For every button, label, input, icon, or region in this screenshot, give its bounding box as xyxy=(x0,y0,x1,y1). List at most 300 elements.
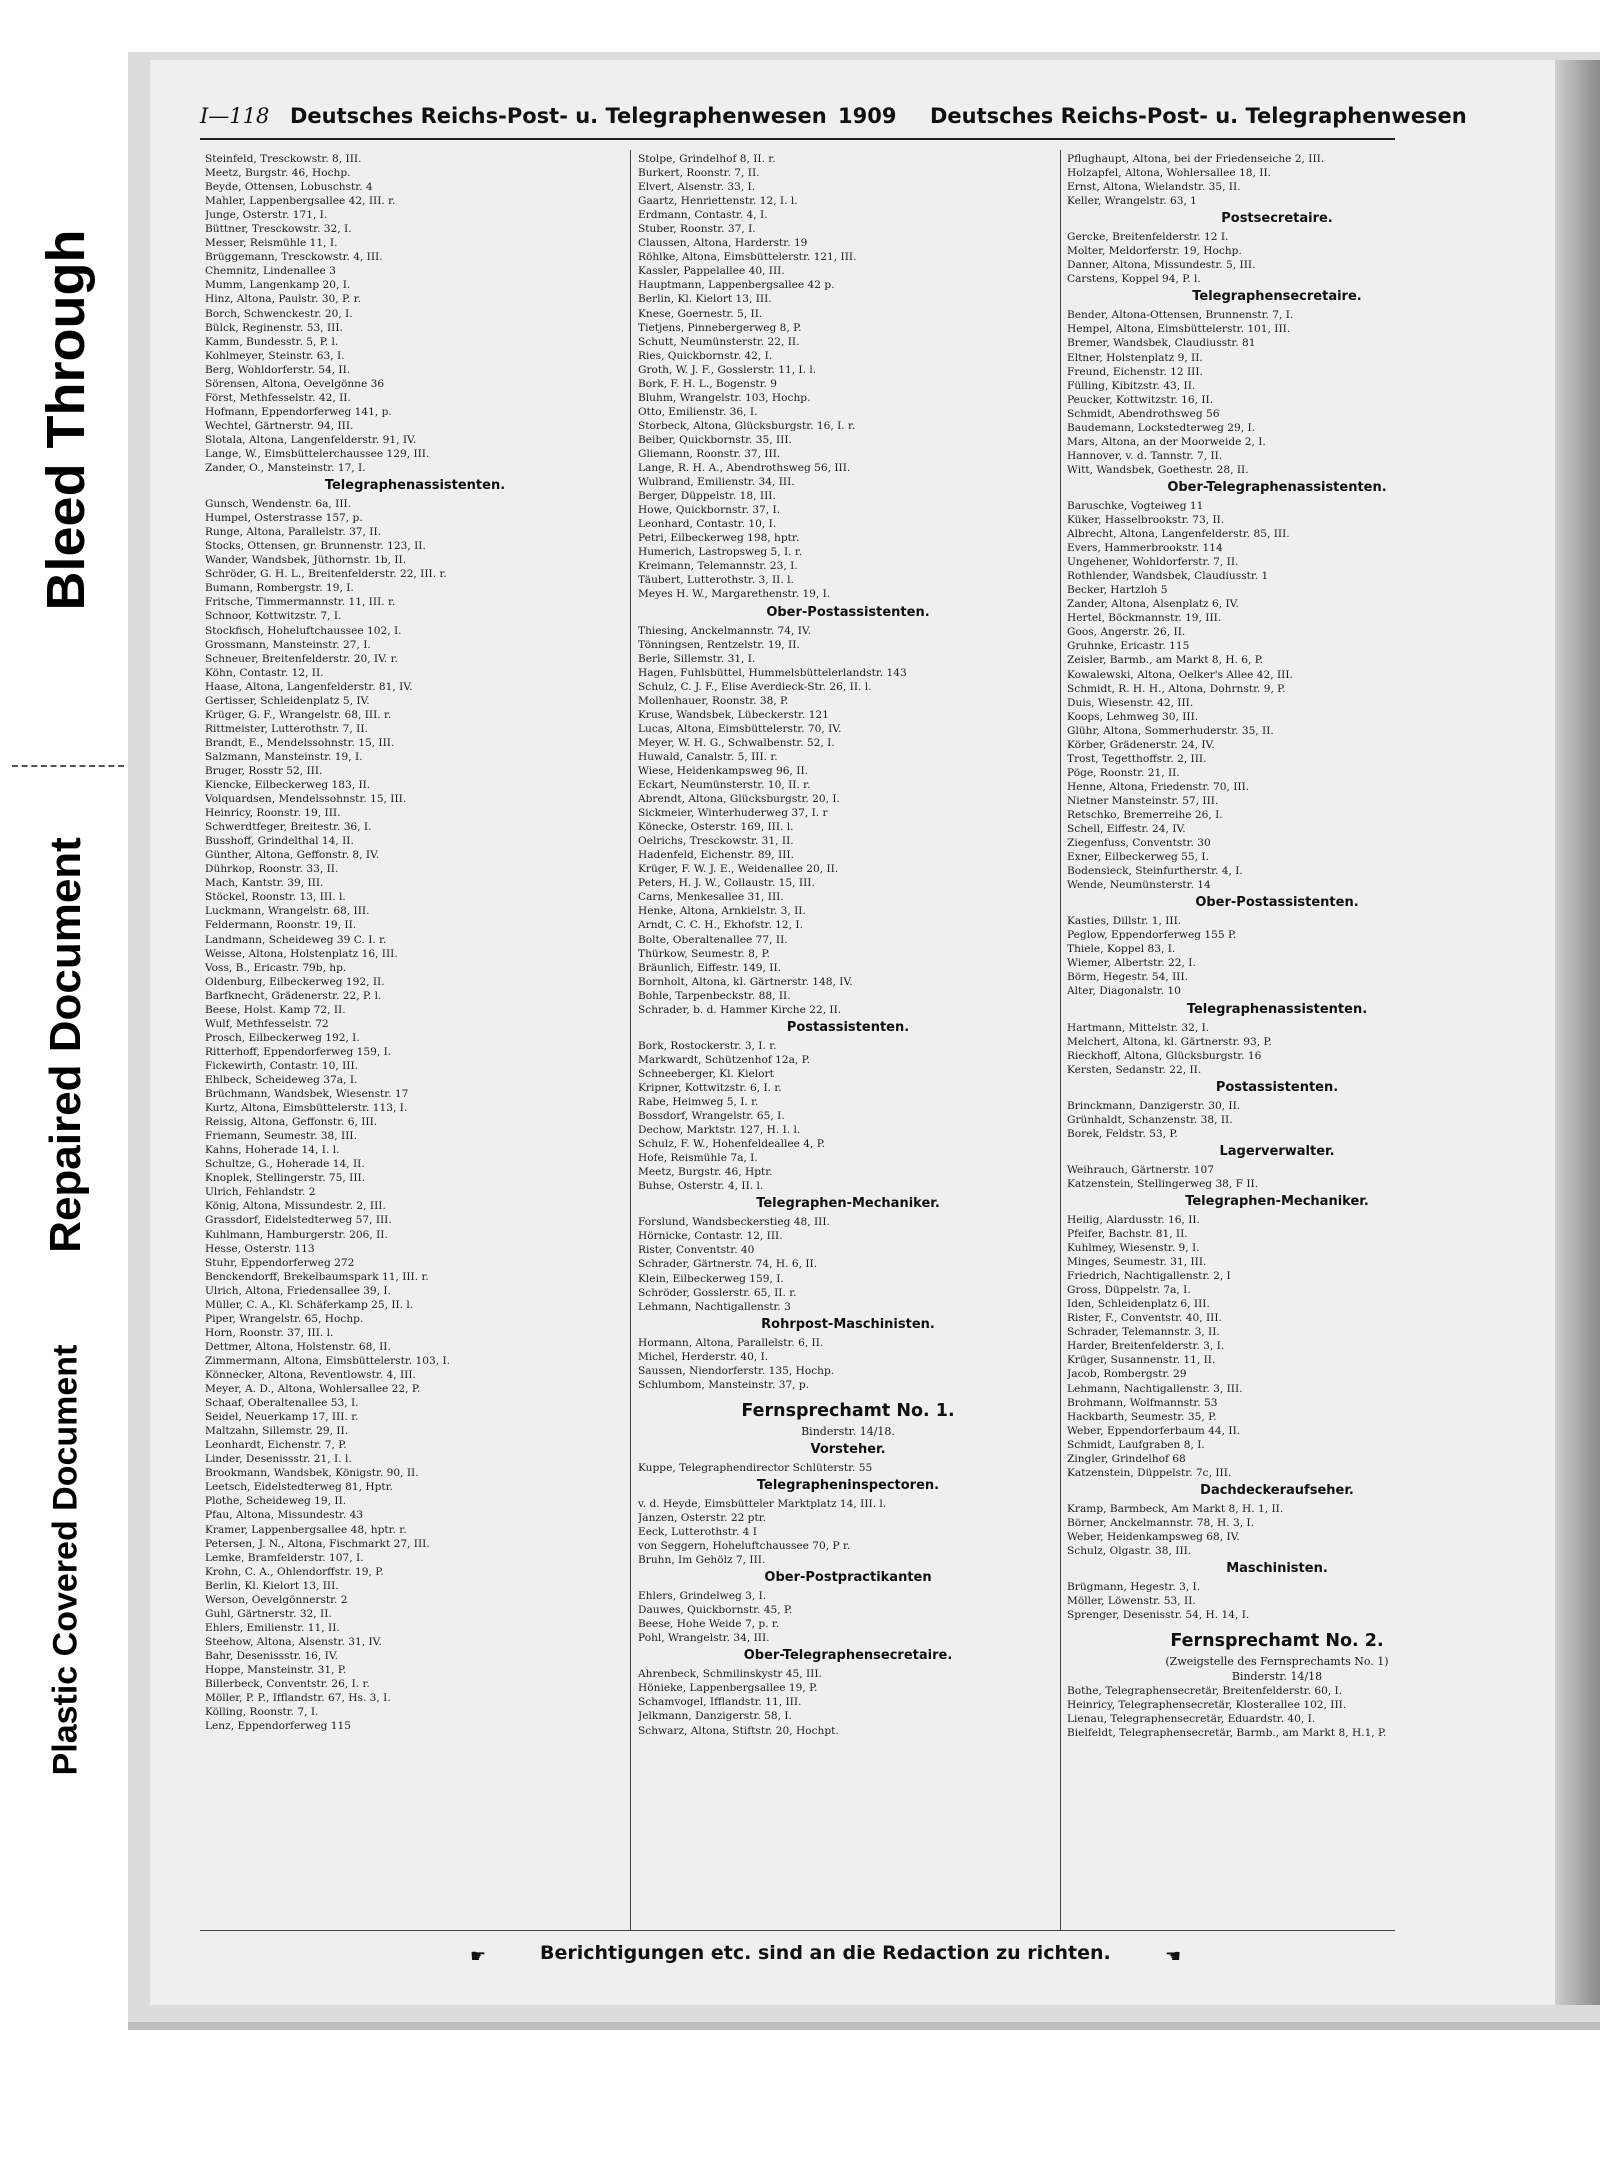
section-heading: Telegraphensecretaire. xyxy=(1192,289,1362,305)
directory-entry: Zander, O., Mansteinstr. 17, I. xyxy=(205,462,366,475)
directory-entry: Dettmer, Altona, Holstenstr. 68, II. xyxy=(205,1340,391,1353)
directory-entry: Kramp, Barmbeck, Am Markt 8, H. 1, II. xyxy=(1067,1502,1284,1515)
directory-entry: Kassler, Pappelallee 40, III. xyxy=(638,265,785,278)
directory-entry: Brandt, E., Mendelssohnstr. 15, III. xyxy=(205,736,395,749)
directory-entry: Wulbrand, Emilienstr. 34, III. xyxy=(638,476,795,489)
directory-entry: Plothe, Scheideweg 19, II. xyxy=(205,1495,347,1508)
directory-entry: Könecke, Osterstr. 169, III. l. xyxy=(638,821,794,834)
directory-entry: Burkert, Roonstr. 7, II. xyxy=(638,167,760,180)
page-footer xyxy=(470,1942,1190,1972)
section-heading: Vorsteher. xyxy=(810,1441,886,1457)
directory-entry: Beyde, Ottensen, Lobuschstr. 4 xyxy=(205,181,373,194)
directory-entry: Schmidt, R. H. H., Altona, Dohrnstr. 9, P. xyxy=(1067,682,1286,695)
directory-entry: Günther, Altona, Geffonstr. 8, IV. xyxy=(205,849,380,862)
directory-entry: Mumm, Langenkamp 20, I. xyxy=(205,279,351,292)
directory-entry: Krüger, F. W. J. E., Weidenallee 20, II. xyxy=(638,863,839,876)
label-bleed-through: Bleed Through xyxy=(36,229,96,611)
directory-entry: Prosch, Eilbeckerweg 192, I. xyxy=(205,1031,360,1044)
directory-entry: Groth, W. J. F., Gosslerstr. 11, I. l. xyxy=(638,363,817,376)
directory-entry: Storbeck, Altona, Glücksburgstr. 16, I. r. xyxy=(638,419,856,432)
directory-entry: Albrecht, Altona, Langenfelderstr. 85, III. xyxy=(1067,528,1290,541)
directory-entry: Benckendorff, Brekelbaumspark 11, III. r. xyxy=(205,1270,429,1283)
section-heading: Postassistenten. xyxy=(1215,1079,1339,1095)
directory-entry: Peucker, Kottwitzstr. 16, II. xyxy=(1067,393,1214,406)
section-heading: Ober-Postassistenten. xyxy=(1195,895,1359,911)
directory-entry: Petersen, J. N., Altona, Fischmarkt 27, III. xyxy=(205,1537,430,1550)
directory-entry: Kurtz, Altona, Eimsbüttelerstr. 113, I. xyxy=(205,1102,408,1115)
page-header xyxy=(200,104,1467,134)
directory-entry: Elvert, Alsenstr. 33, I. xyxy=(638,181,756,194)
directory-entry: Bülck, Reginenstr. 53, III. xyxy=(205,321,343,334)
directory-entry: Borch, Schwenckestr. 20, I. xyxy=(205,307,353,320)
directory-entry: Arndt, C. C. H., Ekhofstr. 12, I. xyxy=(638,919,803,932)
sidebar-divider xyxy=(12,765,124,767)
directory-entry: Küker, Hasselbrookstr. 73, II. xyxy=(1067,513,1225,526)
directory-entry: Knese, Goernestr. 5, II. xyxy=(638,307,763,320)
directory-entry: Wulf, Methfesselstr. 72 xyxy=(205,1017,329,1030)
directory-entry: Zingler, Grindelhof 68 xyxy=(1067,1452,1186,1465)
directory-entry: Guhl, Gärtnerstr. 32, II. xyxy=(205,1607,332,1620)
directory-entry: Bender, Altona-Ottensen, Brunnenstr. 7, I. xyxy=(1067,309,1294,322)
directory-entry: Schneuer, Breitenfelderstr. 20, IV. r. xyxy=(205,652,398,665)
directory-entry: Claussen, Altona, Harderstr. 19 xyxy=(638,237,808,250)
directory-entry: Tietjens, Pinnebergerweg 8, P. xyxy=(638,321,802,334)
directory-entry: Ritterhoff, Eppendorferweg 159, I. xyxy=(205,1045,392,1058)
directory-entry: Meyer, W. H. G., Schwalbenstr. 52, I. xyxy=(638,736,835,749)
directory-entry: Minges, Seumestr. 31, III. xyxy=(1067,1256,1207,1269)
directory-entry: Hoppe, Mansteinstr. 31, P. xyxy=(205,1663,347,1676)
directory-entry: Lange, W., Eimsbüttelerchaussee 129, III. xyxy=(205,447,430,460)
directory-entry: Büttner, Tresckowstr. 32, I. xyxy=(205,223,352,236)
section-heading: Postsecretaire. xyxy=(1221,211,1333,227)
directory-entry: Schultze, G., Hoherade 14, II. xyxy=(205,1158,365,1171)
directory-entry: Ziegenfuss, Conventstr. 30 xyxy=(1067,837,1211,850)
directory-entry: König, Altona, Missundestr. 2, III. xyxy=(205,1200,386,1213)
directory-entry: Kuhlmann, Hamburgerstr. 206, II. xyxy=(205,1228,388,1241)
directory-entry: Sörensen, Altona, Oevelgönne 36 xyxy=(205,377,385,390)
directory-entry: Henke, Altona, Arnkielstr. 3, II. xyxy=(638,905,806,918)
directory-entry: Werson, Oevelgönnerstr. 2 xyxy=(205,1593,348,1606)
header-year: 1909 xyxy=(838,104,897,128)
directory-entry: Horn, Roonstr. 37, III. l. xyxy=(205,1326,334,1339)
directory-entry: Krüger, G. F., Wrangelstr. 68, III. r. xyxy=(205,708,392,721)
directory-entry: Schamvogel, Ifflandstr. 11, III. xyxy=(638,1696,802,1709)
section-heading: Postassistenten. xyxy=(786,1019,910,1035)
header-rule xyxy=(200,138,1395,140)
directory-entry: Schmidt, Laufgraben 8, I. xyxy=(1067,1438,1205,1451)
directory-entry: Mars, Altona, an der Moorweide 2, I. xyxy=(1067,435,1266,448)
section-heading: Fernsprechamt No. 1. xyxy=(741,1400,955,1421)
directory-entry: Meyes H. W., Margarethenstr. 19, I. xyxy=(638,588,831,601)
pointing-hand-icon: ☚ xyxy=(1165,1946,1182,1967)
directory-entry: Könnecker, Altona, Reventlowstr. 4, III. xyxy=(205,1368,416,1381)
directory-entry: Humerich, Lastropsweg 5, I. r. xyxy=(638,546,803,559)
directory-entry: Bruger, Rosstr 52, III. xyxy=(205,764,323,777)
directory-column-3 xyxy=(1067,152,1487,1740)
section-heading: Telegraphenassistenten. xyxy=(324,478,506,494)
directory-entry: Rister, F., Conventstr. 40, III. xyxy=(1067,1312,1222,1325)
directory-entry: Baudemann, Lockstedterweg 29, I. xyxy=(1067,421,1256,434)
directory-entry: Humpel, Osterstrasse 157, p. xyxy=(205,512,363,525)
directory-entry: Exner, Eilbeckerweg 55, I. xyxy=(1067,851,1209,864)
directory-entry: Köhn, Contastr. 12, II. xyxy=(205,666,324,679)
directory-entry: Gaartz, Henriettenstr. 12, I. l. xyxy=(638,195,798,208)
directory-entry: Zimmermann, Altona, Eimsbüttelerstr. 103, I. xyxy=(205,1354,451,1367)
directory-entry: Carstens, Koppel 94, P. l. xyxy=(1067,273,1201,286)
directory-entry: Pfeifer, Bachstr. 81, II. xyxy=(1067,1228,1188,1240)
directory-entry: Hempel, Altona, Eimsbüttelerstr. 101, III. xyxy=(1067,323,1291,336)
directory-entry: Baruschke, Vogteiweg 11 xyxy=(1067,499,1204,512)
directory-entry: Beese, Holst. Kamp 72, II. xyxy=(205,1003,346,1016)
directory-entry: Junge, Osterstr. 171, I. xyxy=(205,209,328,222)
directory-entry: Mach, Kantstr. 39, III. xyxy=(205,877,324,890)
directory-entry: Hauptmann, Lappenbergsallee 42 p. xyxy=(638,279,835,292)
directory-entry: Brüchmann, Wandsbek, Wiesenstr. 17 xyxy=(205,1088,409,1101)
directory-entry: Hofmann, Eppendorferweg 141, p. xyxy=(205,405,392,418)
section-heading: Telegrapheninspectoren. xyxy=(756,1477,940,1493)
directory-entry: Meetz, Burgstr. 46, Hptr. xyxy=(638,1166,773,1179)
directory-entry: Brohmann, Wolfmannstr. 53 xyxy=(1067,1396,1218,1409)
directory-entry: Eltner, Holstenplatz 9, II. xyxy=(1067,351,1203,364)
directory-entry: Slotala, Altona, Langenfelderstr. 91, IV. xyxy=(205,433,417,446)
directory-entry: Leonhardt, Eichenstr. 7, P. xyxy=(205,1439,347,1452)
directory-entry: Keller, Wrangelstr. 63, 1 xyxy=(1067,195,1197,208)
directory-entry: Krohn, C. A., Ohlendorffstr. 19, P. xyxy=(205,1565,384,1578)
directory-entry: Iden, Schleidenplatz 6, III. xyxy=(1067,1298,1210,1311)
directory-entry: Volquardsen, Mendelssohnstr. 15, III. xyxy=(205,793,407,806)
directory-entry: Messer, Reismühle 11, I. xyxy=(205,237,338,250)
directory-entry: Linder, Desenissstr. 21, I. l. xyxy=(205,1453,352,1466)
directory-entry: Knoplek, Stellingerstr. 75, III. xyxy=(205,1172,366,1185)
directory-entry: Weber, Heidenkampsweg 68, IV. xyxy=(1067,1530,1240,1543)
directory-entry: Gliemann, Roonstr. 37, III. xyxy=(638,447,781,460)
directory-entry: Heilig, Alardusstr. 16, II. xyxy=(1067,1213,1200,1226)
header-title-right: Deutsches Reichs-Post- u. Telegraphenwesen xyxy=(930,104,1467,128)
directory-entry: Melchert, Altona, kl. Gärtnerstr. 93, P. xyxy=(1067,1035,1272,1048)
directory-entry: Lehmann, Nachtigallenstr. 3, III. xyxy=(1067,1382,1243,1395)
header-title-left: Deutsches Reichs-Post- u. Telegraphenwesen xyxy=(290,104,827,128)
directory-entry: Wechtel, Gärtnerstr. 94, III. xyxy=(205,419,354,432)
directory-entry: Ulrich, Altona, Friedensallee 39, I. xyxy=(205,1284,391,1297)
directory-entry: Wiese, Heidenkampsweg 96, II. xyxy=(638,764,809,777)
directory-entry: Grossmann, Mansteinstr. 27, I. xyxy=(205,638,371,651)
directory-entry: Saussen, Niendorferstr. 135, Hochp. xyxy=(638,1364,835,1377)
directory-entry: Wende, Neumünsterstr. 14 xyxy=(1067,879,1211,892)
directory-entry: Bodensieck, Steinfurtherstr. 4, I. xyxy=(1067,865,1243,878)
directory-entry: Först, Methfesselstr. 42, II. xyxy=(205,391,351,404)
directory-entry: von Seggern, Hoheluftchaussee 70, P r. xyxy=(638,1540,851,1553)
directory-entry: Ulrich, Fehlandstr. 2 xyxy=(205,1186,316,1199)
directory-entry: Rittmeister, Lutterothstr. 7, II. xyxy=(205,722,368,735)
column-rule xyxy=(630,150,631,1930)
directory-entry: Haase, Altona, Langenfelderstr. 81, IV. xyxy=(205,680,413,693)
directory-entry: Kahns, Hoherade 14, I. l. xyxy=(205,1144,340,1157)
footer-rule xyxy=(200,1930,1395,1931)
directory-entry: v. d. Heyde, Eimsbütteler Marktplatz 14, III. l. xyxy=(638,1497,887,1510)
directory-entry: Glühr, Altona, Sommerhuderstr. 35, II. xyxy=(1067,724,1274,737)
directory-entry: Täubert, Lutterothstr. 3, II. l. xyxy=(638,574,794,587)
directory-entry: Nietner Mansteinstr. 57, III. xyxy=(1067,794,1219,807)
directory-entry: Schaaf, Oberaltenallee 53, I. xyxy=(205,1397,359,1410)
directory-entry: Schrader, Gärtnerstr. 74, H. 6, II. xyxy=(638,1258,818,1271)
directory-entry: Lange, R. H. A., Abendrothsweg 56, III. xyxy=(638,462,851,475)
directory-entry: Holzapfel, Altona, Wohlersallee 18, II. xyxy=(1067,167,1272,180)
directory-entry: Bolte, Oberaltenallee 77, II. xyxy=(638,933,788,946)
directory-entry: Eeck, Lutterothstr. 4 I xyxy=(638,1525,757,1538)
directory-entry: Reissig, Altona, Geffonstr. 6, III. xyxy=(205,1116,378,1129)
directory-entry: Ehlers, Grindelweg 3, I. xyxy=(638,1590,767,1603)
section-heading: Ober-Postassistenten. xyxy=(766,604,930,620)
directory-entry: Thiele, Koppel 83, I. xyxy=(1067,943,1176,956)
directory-entry: Piper, Wrangelstr. 65, Hochp. xyxy=(205,1312,364,1325)
directory-entry: Schulz, C. J. F., Elise Averdieck-Str. 26, II. l. xyxy=(638,680,872,693)
directory-entry: Busshoff, Grindelthal 14, II. xyxy=(205,835,354,848)
directory-entry: Luckmann, Wrangelstr. 68, III. xyxy=(205,905,370,918)
directory-entry: Dechow, Marktstr. 127, H. I. l. xyxy=(638,1124,801,1137)
directory-entry: Gunsch, Wendenstr. 6a, III. xyxy=(205,498,352,511)
directory-entry: Hannover, v. d. Tannstr. 7, II. xyxy=(1067,449,1223,462)
section-heading: Fernsprechamt No. 2. xyxy=(1170,1631,1384,1652)
directory-entry: Bahr, Desenissstr. 16, IV. xyxy=(205,1649,339,1662)
directory-entry: Oldenburg, Eilbeckerweg 192, II. xyxy=(205,975,385,988)
directory-entry: Landmann, Scheideweg 39 C. I. r. xyxy=(205,933,387,946)
directory-entry: Kuppe, Telegraphendirector Schlüterstr. 55 xyxy=(638,1461,873,1474)
section-heading: Ober-Telegraphenassistenten. xyxy=(1167,479,1387,495)
directory-entry: Duis, Wiesenstr. 42, III. xyxy=(1067,696,1194,709)
directory-entry: Jelkmann, Danzigerstr. 58, I. xyxy=(638,1710,792,1723)
directory-entry: Meyer, A. D., Altona, Wohlersallee 22, P. xyxy=(205,1383,421,1396)
directory-entry: Erdmann, Contastr. 4, I. xyxy=(638,209,768,222)
directory-entry: Wander, Wandsbek, Jüthornstr. 1b, II. xyxy=(205,554,407,567)
directory-entry: Berlin, Kl. Kielort 13, III. xyxy=(638,293,772,306)
directory-entry: Lehmann, Nachtigallenstr. 3 xyxy=(638,1300,791,1313)
directory-entry: Dauwes, Quickbornstr. 45, P. xyxy=(638,1604,793,1617)
directory-entry: Witt, Wandsbek, Goethestr. 28, II. xyxy=(1067,463,1249,476)
directory-entry: Grassdorf, Eidelstedterweg 57, III. xyxy=(205,1214,392,1227)
directory-entry: Runge, Altona, Parallelstr. 37, II. xyxy=(205,526,382,539)
directory-entry: Schmidt, Abendrothsweg 56 xyxy=(1067,407,1220,420)
directory-entry: Körber, Grädenerstr. 24, IV. xyxy=(1067,738,1215,751)
section-heading: Telegraphenassistenten. xyxy=(1186,1001,1368,1017)
directory-entry: Zander, Altona, Alsenplatz 6, IV. xyxy=(1067,598,1239,611)
directory-entry: Ehlers, Emilienstr. 11, II. xyxy=(205,1621,340,1634)
directory-entry: Weisse, Altona, Holstenplatz 16, III. xyxy=(205,947,398,960)
directory-entry: Stocks, Ottensen, gr. Brunnenstr. 123, II. xyxy=(205,540,426,553)
directory-entry: Bluhm, Wrangelstr. 103, Hochp. xyxy=(638,391,811,404)
directory-entry: Peglow, Eppendorferweg 155 P. xyxy=(1067,929,1237,942)
directory-entry: Kölling, Roonstr. 7, I. xyxy=(205,1706,319,1719)
section-heading: Telegraphen-Mechaniker. xyxy=(1185,1193,1369,1209)
directory-entry: Lenz, Eppendorferweg 115 xyxy=(205,1720,352,1733)
directory-entry: Weber, Eppendorferbaum 44, II. xyxy=(1067,1424,1241,1437)
directory-entry: Schwerdtfeger, Breitestr. 36, I. xyxy=(205,821,372,834)
directory-entry: Hartmann, Mittelstr. 32, I. xyxy=(1067,1021,1210,1034)
directory-entry: Pflughaupt, Altona, bei der Friedenseiche 2, III. xyxy=(1067,153,1325,165)
directory-entry: Kreimann, Telemannstr. 23, I. xyxy=(638,560,798,573)
directory-entry: Forslund, Wandsbeckerstieg 48, III. xyxy=(638,1216,830,1229)
directory-entry: Kohlmeyer, Steinstr. 63, I. xyxy=(205,349,345,362)
directory-entry: Bornholt, Altona, kl. Gärtnerstr. 148, IV. xyxy=(638,975,853,988)
directory-column-1 xyxy=(205,152,625,1733)
directory-entry: Howe, Quickbornstr. 37, I. xyxy=(638,504,781,517)
directory-entry: Bräunlich, Eiffestr. 149, II. xyxy=(638,961,782,974)
directory-entry: Pöge, Roonstr. 21, II. xyxy=(1067,766,1180,779)
directory-entry: Wiemer, Albertstr. 22, I. xyxy=(1067,957,1196,970)
directory-entry: Brinckmann, Danzigerstr. 30, II. xyxy=(1067,1099,1241,1112)
directory-entry: Dührkop, Roonstr. 33, II. xyxy=(205,863,339,876)
directory-entry: Fritsche, Timmermannstr. 11, III. r. xyxy=(205,596,396,609)
directory-entry: Sickmeier, Winterhuderweg 37, I. r xyxy=(638,807,828,820)
directory-entry: Bremer, Wandsbek, Claudiusstr. 81 xyxy=(1067,337,1256,350)
section-heading: Dachdeckeraufseher. xyxy=(1200,1482,1354,1498)
directory-entry: Kramer, Lappenbergsallee 48, hptr. r. xyxy=(205,1523,407,1536)
directory-entry: Grünhaldt, Schanzenstr. 38, II. xyxy=(1067,1113,1233,1126)
directory-entry: Bohle, Tarpenbeckstr. 88, II. xyxy=(638,989,791,1002)
directory-entry: Kowalewski, Altona, Oelker's Allee 42, III. xyxy=(1067,668,1293,681)
directory-entry: Zeisler, Barmb., am Markt 8, H. 6, P. xyxy=(1067,654,1264,667)
directory-entry: Kripner, Kottwitzstr. 6, I. r. xyxy=(638,1081,782,1094)
directory-entry: Salzmann, Mansteinstr. 19, I. xyxy=(205,750,363,763)
directory-entry: Schlumbom, Mansteinstr. 37, p. xyxy=(638,1378,810,1391)
directory-entry: Pohl, Wrangelstr. 34, III. xyxy=(638,1632,770,1645)
directory-entry: Seidel, Neuerkamp 17, III. r. xyxy=(205,1411,359,1424)
directory-entry: Jacob, Rombergstr. 29 xyxy=(1067,1368,1187,1381)
directory-entry: Bielfeldt, Telegraphensecretär, Barmb., am Markt 8, H.1, P. xyxy=(1067,1727,1387,1740)
directory-entry: Borek, Feldstr. 53, P. xyxy=(1067,1127,1178,1140)
directory-entry: Schnoor, Kottwitzstr. 7, I. xyxy=(205,610,342,623)
label-plastic-covered-document: Plastic Covered Document xyxy=(46,1344,85,1776)
directory-entry: Katzenstein, Düppelstr. 7c, III. xyxy=(1067,1466,1232,1479)
section-heading: Ober-Telegraphensecretaire. xyxy=(743,1648,953,1664)
directory-entry: Peters, H. J. W., Collaustr. 15, III. xyxy=(638,877,815,890)
binding-shadow xyxy=(1555,60,1600,2005)
directory-entry: Mollenhauer, Roonstr. 38, P. xyxy=(638,694,789,707)
directory-entry: Klein, Eilbeckerweg 159, I. xyxy=(638,1272,784,1285)
directory-entry: Chemnitz, Lindenallee 3 xyxy=(205,265,336,278)
directory-entry: Stolpe, Grindelhof 8, II. r. xyxy=(638,153,776,165)
directory-entry: Ries, Quickbornstr. 42, I. xyxy=(638,349,773,362)
page-number: I—118 xyxy=(200,104,270,128)
directory-entry: Meetz, Burgstr. 46, Hochp. xyxy=(205,167,351,180)
directory-entry: Müller, C. A., Kl. Schäferkamp 25, II. l. xyxy=(205,1298,414,1311)
directory-entry: Beese, Hohe Weide 7, p. r. xyxy=(638,1618,780,1631)
directory-entry: Heinricy, Telegraphensecretär, Klosterallee 102, III. xyxy=(1067,1699,1347,1712)
directory-entry: Mahler, Lappenbergsallee 42, III. r. xyxy=(205,195,396,208)
directory-entry: Rister, Conventstr. 40 xyxy=(638,1244,755,1257)
directory-entry: Evers, Hammerbrookstr. 114 xyxy=(1067,542,1223,555)
directory-entry: Bruhn, Im Gehölz 7, III. xyxy=(638,1554,766,1567)
directory-entry: Hesse, Osterstr. 113 xyxy=(205,1242,315,1255)
directory-entry: Ernst, Altona, Wielandstr. 35, II. xyxy=(1067,181,1241,194)
directory-entry: Schröder, G. H. L., Breitenfelderstr. 22, III. r. xyxy=(205,568,447,581)
directory-entry: Börner, Anckelmannstr. 78, H. 3, I. xyxy=(1067,1516,1254,1529)
directory-entry: Röhlke, Altona, Eimsbüttelerstr. 121, III. xyxy=(638,251,857,264)
directory-entry: Gercke, Breitenfelderstr. 12 I. xyxy=(1067,231,1229,244)
directory-entry: Ehlbeck, Scheideweg 37a, I. xyxy=(205,1074,358,1086)
directory-entry: Gertisser, Schleidenplatz 5, IV. xyxy=(205,694,370,707)
directory-entry: Hofe, Reismühle 7a, I. xyxy=(638,1152,758,1165)
directory-entry: Rabe, Heimweg 5, I. r. xyxy=(638,1096,759,1108)
directory-entry: Bossdorf, Wrangelstr. 65, I. xyxy=(638,1110,785,1123)
directory-entry: Stuhr, Eppendorferweg 272 xyxy=(205,1256,355,1269)
directory-entry: Weihrauch, Gärtnerstr. 107 xyxy=(1067,1163,1215,1176)
section-heading: Maschinisten. xyxy=(1226,1561,1328,1577)
directory-entry: Möller, P. P., Ifflandstr. 67, Hs. 3, I. xyxy=(205,1692,391,1705)
directory-entry: Schrader, b. d. Hammer Kirche 22, II. xyxy=(638,1003,842,1016)
directory-entry: Kasties, Dillstr. 1, III. xyxy=(1067,915,1182,928)
address-line: Binderstr. 14/18. xyxy=(801,1424,895,1438)
directory-entry: Thürkow, Seumestr. 8, P. xyxy=(638,947,770,960)
directory-entry: Kamm, Bundesstr. 5, P. l. xyxy=(205,335,339,348)
directory-entry: Beiber, Quickbornstr. 35, III. xyxy=(638,433,792,446)
directory-entry: Brüggemann, Tresckowstr. 4, III. xyxy=(205,251,383,264)
directory-entry: Lemke, Bramfelderstr. 107, I. xyxy=(205,1551,364,1564)
directory-entry: Schutt, Neumünsterstr. 22, II. xyxy=(638,335,800,348)
directory-entry: Börm, Hegestr. 54, III. xyxy=(1067,971,1189,984)
directory-entry: Heinricy, Roonstr. 19, III. xyxy=(205,807,341,820)
address-line: (Zweigstelle des Fernsprechamts No. 1) xyxy=(1165,1655,1389,1669)
directory-entry: Abrendt, Altona, Glücksburgstr. 20, I. xyxy=(638,793,840,806)
directory-entry: Hörnicke, Contastr. 12, III. xyxy=(638,1230,783,1243)
section-heading: Rohrpost-Maschinisten. xyxy=(761,1316,935,1332)
directory-entry: Voss, B., Ericastr. 79b, hp. xyxy=(205,961,347,974)
directory-entry: Buhse, Osterstr. 4, II. l. xyxy=(638,1180,764,1193)
directory-entry: Hackbarth, Seumestr. 35, P. xyxy=(1067,1410,1217,1423)
directory-entry: Hinz, Altona, Paulstr. 30, P. r. xyxy=(205,293,362,306)
directory-entry: Bork, F. H. L., Bogenstr. 9 xyxy=(638,377,778,390)
directory-entry: Eckart, Neumünsterstr. 10, II. r. xyxy=(638,779,811,792)
directory-entry: Michel, Herderstr. 40, I. xyxy=(638,1350,769,1363)
directory-entry: Katzenstein, Stellingerweg 38, F II. xyxy=(1067,1177,1259,1190)
directory-entry: Krüger, Susannenstr. 11, II. xyxy=(1067,1354,1216,1367)
directory-entry: Sprenger, Desenisstr. 54, H. 14, I. xyxy=(1067,1609,1250,1622)
directory-entry: Schneeberger, Kl. Kielort xyxy=(638,1067,774,1080)
directory-entry: Alter, Diagonalstr. 10 xyxy=(1067,985,1181,998)
directory-entry: Berlin, Kl. Kielort 13, III. xyxy=(205,1579,339,1592)
directory-entry: Hertel, Böckmannstr. 19, III. xyxy=(1067,612,1222,625)
directory-entry: Schrader, Telemannstr. 3, II. xyxy=(1067,1326,1220,1339)
section-heading: Telegraphen-Mechaniker. xyxy=(756,1196,940,1212)
directory-entry: Molter, Meldorferstr. 19, Hochp. xyxy=(1067,245,1242,258)
directory-entry: Janzen, Osterstr. 22 ptr. xyxy=(638,1511,766,1524)
directory-entry: Steinfeld, Tresckowstr. 8, III. xyxy=(205,153,362,165)
directory-entry: Markwardt, Schützenhof 12a, P. xyxy=(638,1053,811,1066)
directory-entry: Schulz, F. W., Hohenfeldeallee 4, P. xyxy=(638,1138,826,1151)
directory-entry: Trost, Tegetthoffstr. 2, III. xyxy=(1067,752,1207,765)
directory-entry: Rieckhoff, Altona, Glücksburgstr. 16 xyxy=(1067,1049,1262,1062)
directory-entry: Danner, Altona, Missundestr. 5, III. xyxy=(1067,259,1256,272)
directory-entry: Hönieke, Lappenbergsallee 19, P. xyxy=(638,1682,818,1695)
column-rule xyxy=(1060,150,1061,1930)
directory-entry: Oelrichs, Tresckowstr. 31, II. xyxy=(638,835,794,848)
directory-entry: Goos, Angerstr. 26, II. xyxy=(1067,626,1186,639)
directory-entry: Barfknecht, Grädenerstr. 22, P. l. xyxy=(205,989,382,1002)
directory-entry: Huwald, Canalstr. 5, III. r. xyxy=(638,750,778,763)
directory-entry: Maltzahn, Sillemstr. 29, II. xyxy=(205,1425,349,1438)
directory-entry: Kuhlmey, Wiesenstr. 9, I. xyxy=(1067,1242,1200,1255)
annotation-sidebar xyxy=(0,0,132,2177)
directory-entry: Stöckel, Roonstr. 13, III. l. xyxy=(205,891,346,904)
directory-entry: Hormann, Altona, Parallelstr. 6, II. xyxy=(638,1336,824,1349)
directory-entry: Friedrich, Nachtigallenstr. 2, I xyxy=(1067,1270,1231,1283)
directory-entry: Möller, Löwenstr. 53, II. xyxy=(1067,1595,1196,1608)
directory-entry: Bothe, Telegraphensecretär, Breitenfelderstr. 60, I. xyxy=(1067,1685,1343,1698)
directory-entry: Hagen, Fuhlsbüttel, Hummelsbüttelerlandstr. 143 xyxy=(638,666,907,679)
scan-bottom-edge xyxy=(128,2022,1600,2030)
directory-entry: Stockfisch, Hoheluftchaussee 102, I. xyxy=(205,624,402,637)
directory-entry: Bork, Rostockerstr. 3, I. r. xyxy=(638,1039,777,1052)
directory-entry: Leonhard, Contastr. 10, I. xyxy=(638,518,777,531)
